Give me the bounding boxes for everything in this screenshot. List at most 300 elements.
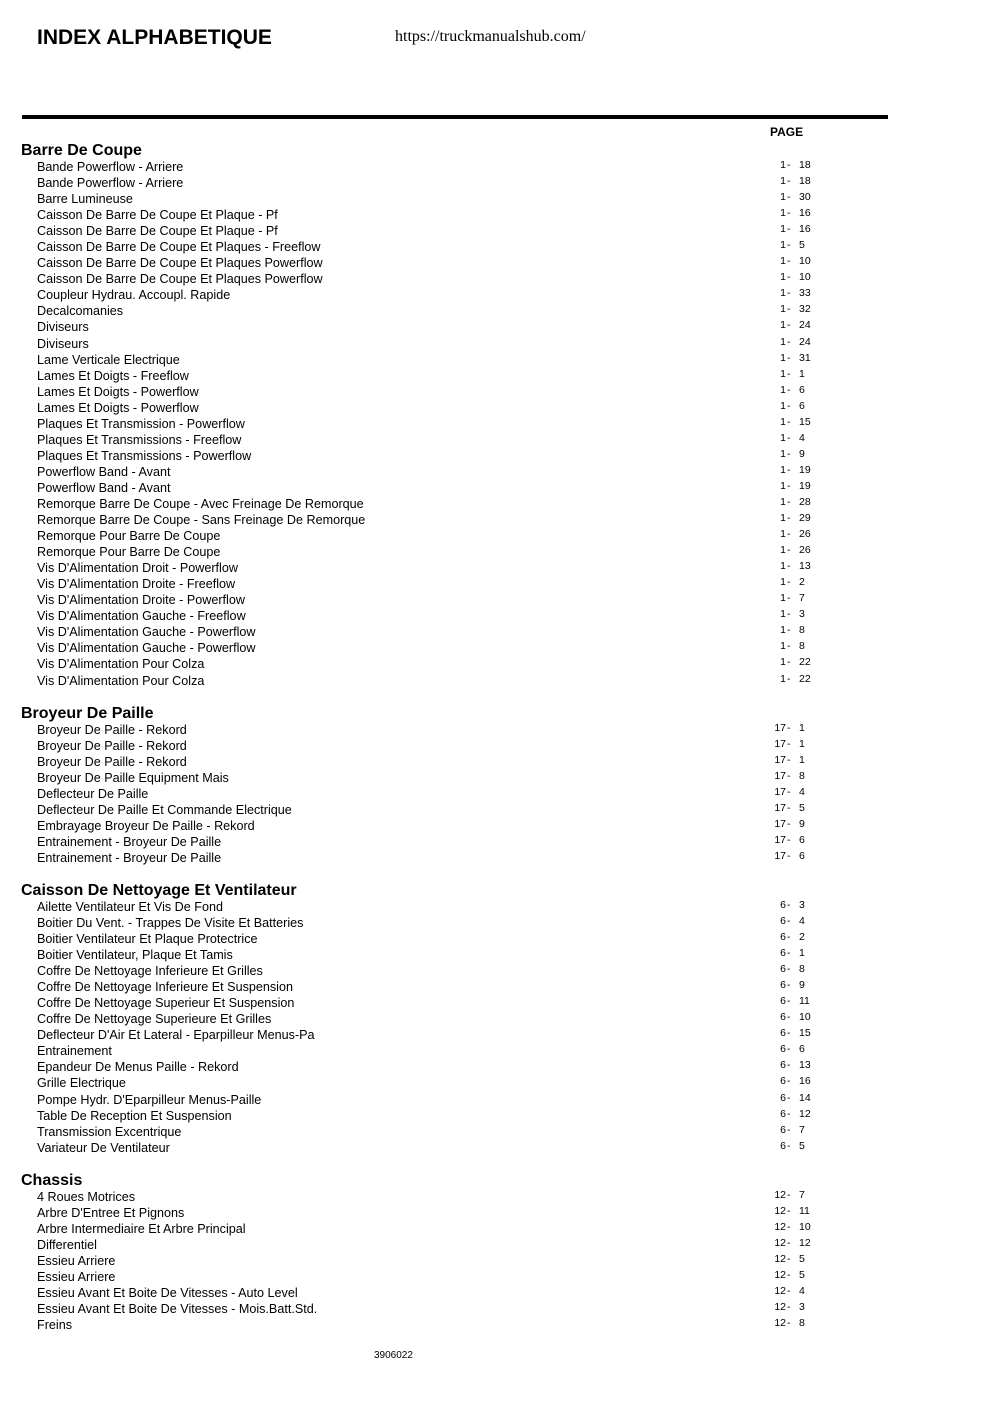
entry-separator: -: [787, 560, 791, 573]
entry-chapter: 1: [780, 303, 786, 316]
index-entry: [0, 995, 992, 1011]
index-section: [0, 705, 992, 866]
entry-chapter: 12: [774, 1220, 786, 1233]
entry-chapter: 1: [780, 367, 786, 380]
entry-page: 30: [799, 191, 811, 204]
entry-label: Plaques Et Transmission - Powerflow: [37, 416, 245, 431]
entry-label: Entrainement - Broyeur De Paille: [37, 850, 222, 865]
entry-separator: -: [787, 463, 791, 476]
entry-label: Coffre De Nettoyage Inferieure Et Grilles: [37, 964, 263, 979]
entry-separator: -: [787, 721, 791, 734]
entry-chapter: 17: [774, 849, 786, 862]
entry-page: 10: [799, 1011, 811, 1024]
entry-separator: -: [787, 175, 791, 188]
entry-label: Entrainement: [37, 1044, 112, 1059]
entry-label: Remorque Barre De Coupe - Sans Freinage De Remorque: [37, 513, 366, 528]
index-entry: [0, 544, 992, 560]
index-entry: [0, 1108, 992, 1124]
entry-label: Caisson De Barre De Coupe Et Plaque - Pf: [37, 208, 278, 223]
entry-page: 15: [799, 415, 811, 428]
entry-separator: -: [787, 898, 791, 911]
entry-page: 15: [799, 1027, 811, 1040]
entry-chapter: 1: [780, 223, 786, 236]
entry-chapter: 12: [774, 1317, 786, 1330]
entry-chapter: 6: [780, 1123, 786, 1136]
entry-separator: -: [787, 447, 791, 460]
index-entry: [0, 1317, 992, 1333]
entry-page: 9: [799, 817, 805, 830]
entry-separator: -: [787, 1285, 791, 1297]
entry-label: Caisson De Barre De Coupe Et Plaques - Freeflow: [37, 240, 321, 255]
entry-page: 16: [799, 223, 811, 236]
entry-page: 5: [799, 801, 805, 814]
entry-separator: -: [787, 1220, 791, 1233]
entry-separator: -: [787, 351, 791, 364]
entry-separator: -: [787, 1043, 791, 1056]
index-entry: [0, 818, 992, 834]
entry-separator: -: [787, 640, 791, 653]
entry-chapter: 6: [780, 1107, 786, 1120]
index-entry: [0, 319, 992, 335]
index-entry: [0, 624, 992, 640]
entry-separator: -: [787, 479, 791, 492]
entry-label: Variateur De Ventilateur: [37, 1140, 170, 1155]
entry-page: 32: [799, 303, 811, 316]
entry-page: 7: [799, 1123, 805, 1136]
entry-separator: -: [787, 1027, 791, 1040]
entry-label: Plaques Et Transmissions - Freeflow: [37, 432, 242, 447]
entry-chapter: 12: [774, 1268, 786, 1281]
entry-label: Diviseurs: [37, 320, 89, 335]
source-url: https://truckmanualshub.com/: [395, 28, 586, 45]
index-entry: [0, 1205, 992, 1221]
entry-label: Essieu Avant Et Boite De Vitesses - Mois.Batt.Std.: [37, 1302, 318, 1317]
entry-separator: -: [787, 1236, 791, 1249]
section-title: Caisson De Nettoyage Et Ventilateur: [21, 881, 297, 899]
entry-chapter: 1: [780, 592, 786, 605]
entry-label: Freins: [37, 1318, 72, 1333]
index-entry: [0, 1011, 992, 1027]
entry-separator: -: [787, 1252, 791, 1265]
entry-label: Essieu Arriere: [37, 1253, 116, 1268]
entry-label: Deflecteur De Paille Et Commande Electrique: [37, 802, 292, 817]
entry-label: Lames Et Doigts - Powerflow: [37, 384, 199, 399]
entry-page: 6: [799, 1043, 805, 1056]
entry-separator: -: [787, 817, 791, 830]
entry-chapter: 1: [780, 528, 786, 541]
entry-separator: -: [787, 383, 791, 396]
entry-separator: -: [787, 495, 791, 508]
index-entry: [0, 592, 992, 608]
entry-label: Coffre De Nettoyage Superieur Et Suspension: [37, 996, 295, 1011]
entry-label: 4 Roues Motrices: [37, 1189, 135, 1204]
entry-label: Ailette Ventilateur Et Vis De Fond: [37, 899, 223, 914]
entry-separator: -: [787, 624, 791, 637]
entry-label: Caisson De Barre De Coupe Et Plaques Powerflow: [37, 256, 323, 271]
index-entry: [0, 1269, 992, 1285]
entry-separator: -: [787, 1268, 791, 1281]
index-entry: [0, 1253, 992, 1269]
index-entry: [0, 1301, 992, 1317]
index-entry: [0, 673, 992, 689]
entry-chapter: 1: [780, 415, 786, 428]
entry-label: Bande Powerflow - Arriere: [37, 160, 184, 174]
entry-separator: -: [787, 833, 791, 846]
entry-page: 19: [799, 479, 811, 492]
index-entry: [0, 1221, 992, 1237]
entry-page: 8: [799, 963, 805, 976]
entry-chapter: 6: [780, 931, 786, 944]
index-entry: [0, 915, 992, 931]
entry-label: Remorque Pour Barre De Coupe: [37, 529, 221, 544]
entry-separator: -: [787, 303, 791, 316]
entry-page: 29: [799, 512, 811, 525]
entry-page: 10: [799, 255, 811, 268]
entry-separator: -: [787, 271, 791, 284]
entry-page: 6: [799, 399, 805, 412]
entry-page: 5: [799, 239, 805, 252]
entry-label: Boitier Du Vent. - Trappes De Visite Et Batteries: [37, 916, 304, 931]
entry-separator: -: [787, 512, 791, 525]
entry-page: 13: [799, 1059, 811, 1072]
entry-chapter: 1: [780, 191, 786, 204]
index-entry: [0, 754, 992, 770]
entry-chapter: 12: [774, 1301, 786, 1314]
entry-separator: -: [787, 849, 791, 862]
index-entry: [0, 1285, 992, 1301]
entry-chapter: 6: [780, 1027, 786, 1040]
entry-page: 1: [799, 737, 805, 750]
entry-chapter: 1: [780, 463, 786, 476]
entry-page: 33: [799, 287, 811, 300]
entry-chapter: 17: [774, 769, 786, 782]
index-entry: [0, 239, 992, 255]
entry-chapter: 1: [780, 351, 786, 364]
entry-chapter: 6: [780, 1043, 786, 1056]
entry-label: Vis D'Alimentation Gauche - Freeflow: [37, 609, 246, 624]
entry-chapter: 1: [780, 608, 786, 621]
index-entry: [0, 464, 992, 480]
section-title: Barre De Coupe: [21, 142, 142, 159]
entry-page: 8: [799, 1317, 805, 1330]
entry-label: Broyeur De Paille - Rekord: [37, 722, 187, 737]
index-entry: [0, 480, 992, 496]
entry-separator: -: [787, 592, 791, 605]
index-section: [0, 882, 992, 1156]
entry-label: Vis D'Alimentation Pour Colza: [37, 673, 205, 688]
entry-chapter: 1: [780, 656, 786, 669]
entry-chapter: 1: [780, 447, 786, 460]
entry-chapter: 6: [780, 995, 786, 1008]
index-entry: [0, 1140, 992, 1156]
entry-label: Bande Powerflow - Arriere: [37, 176, 184, 191]
entry-label: Pompe Hydr. D'Eparpilleur Menus-Paille: [37, 1092, 262, 1107]
entry-page: 4: [799, 1285, 805, 1297]
entry-separator: -: [787, 544, 791, 557]
index-section: [0, 1172, 992, 1333]
entry-page: 18: [799, 159, 811, 171]
entry-separator: -: [787, 1123, 791, 1136]
entry-label: Coffre De Nettoyage Inferieure Et Suspension: [37, 980, 293, 995]
entry-page: 4: [799, 785, 805, 798]
entry-label: Lames Et Doigts - Powerflow: [37, 400, 199, 415]
entry-page: 11: [799, 1204, 810, 1217]
entry-separator: -: [787, 947, 791, 960]
document-number: 3906022: [374, 1350, 413, 1361]
entry-separator: -: [787, 1204, 791, 1217]
entry-separator: -: [787, 1107, 791, 1120]
entry-chapter: 6: [780, 979, 786, 992]
entry-page: 19: [799, 463, 811, 476]
entry-chapter: 1: [780, 672, 786, 685]
entry-label: Remorque Barre De Coupe - Avec Freinage De Remorque: [37, 496, 364, 511]
entry-label: Boitier Ventilateur Et Plaque Protectrice: [37, 932, 258, 947]
entry-separator: -: [787, 737, 791, 750]
entry-page: 12: [799, 1107, 811, 1120]
entry-chapter: 1: [780, 271, 786, 284]
entry-page: 3: [799, 1301, 805, 1314]
index-entry: [0, 336, 992, 352]
entry-page: 14: [799, 1091, 811, 1104]
entry-separator: -: [787, 415, 791, 428]
entry-page: 6: [799, 383, 805, 396]
entry-page: 3: [799, 898, 805, 911]
entry-label: Arbre Intermediaire Et Arbre Principal: [37, 1221, 246, 1236]
entry-page: 26: [799, 528, 811, 541]
entry-page: 24: [799, 319, 811, 332]
entry-page: 28: [799, 495, 811, 508]
entry-chapter: 6: [780, 1011, 786, 1024]
index-entry: [0, 1092, 992, 1108]
entry-page: 9: [799, 447, 805, 460]
entry-label: Grille Electrique: [37, 1076, 126, 1091]
entry-chapter: 17: [774, 833, 786, 846]
entry-separator: -: [787, 1301, 791, 1314]
entry-chapter: 1: [780, 431, 786, 444]
entry-chapter: 1: [780, 255, 786, 268]
entry-label: Deflecteur De Paille: [37, 786, 149, 801]
entry-page: 7: [799, 592, 805, 605]
section-title: Broyeur De Paille: [21, 704, 154, 722]
entry-separator: -: [787, 1091, 791, 1104]
entry-separator: -: [787, 191, 791, 204]
entry-label: Arbre D'Entree Et Pignons: [37, 1205, 185, 1220]
index-entry: [0, 722, 992, 738]
entry-chapter: 6: [780, 1075, 786, 1088]
entry-separator: -: [787, 399, 791, 412]
entry-separator: -: [787, 753, 791, 766]
index-entry: [0, 223, 992, 239]
entry-label: Caisson De Barre De Coupe Et Plaques Powerflow: [37, 272, 323, 287]
index-entry: [0, 352, 992, 368]
index-entry: [0, 271, 992, 287]
entry-chapter: 1: [780, 560, 786, 573]
index-entry: [0, 560, 992, 576]
entry-label: Transmission Excentrique: [37, 1124, 182, 1139]
entry-label: Powerflow Band - Avant: [37, 464, 171, 479]
index-entry: [0, 496, 992, 512]
entry-label: Caisson De Barre De Coupe Et Plaque - Pf: [37, 224, 278, 239]
entry-page: 16: [799, 1075, 811, 1088]
entry-page: 9: [799, 979, 805, 992]
entry-label: Vis D'Alimentation Droite - Freeflow: [37, 577, 236, 592]
index-entry: [0, 207, 992, 223]
entry-page: 3: [799, 608, 805, 621]
entry-label: Plaques Et Transmissions - Powerflow: [37, 448, 252, 463]
entry-chapter: 6: [780, 1139, 786, 1152]
entry-page: 1: [799, 721, 805, 734]
entry-page: 6: [799, 849, 805, 862]
entry-separator: -: [787, 931, 791, 944]
entry-label: Epandeur De Menus Paille - Rekord: [37, 1060, 239, 1075]
entry-separator: -: [787, 963, 791, 976]
entry-chapter: 6: [780, 1059, 786, 1072]
entry-page: 18: [799, 175, 811, 188]
index-entry: [0, 1124, 992, 1140]
entry-chapter: 1: [780, 287, 786, 300]
entry-chapter: 12: [774, 1252, 786, 1265]
entry-separator: -: [787, 1188, 791, 1201]
index-entry: [0, 175, 992, 191]
entry-label: Embrayage Broyeur De Paille - Rekord: [37, 818, 255, 833]
entry-label: Vis D'Alimentation Droit - Powerflow: [37, 561, 238, 576]
index-entry: [0, 512, 992, 528]
entry-chapter: 1: [780, 319, 786, 332]
index-entry: [0, 802, 992, 818]
entry-chapter: 17: [774, 753, 786, 766]
entry-page: 10: [799, 271, 811, 284]
entry-label: Broyeur De Paille - Rekord: [37, 754, 187, 769]
entry-label: Vis D'Alimentation Gauche - Powerflow: [37, 625, 256, 640]
index-entry: [0, 432, 992, 448]
entry-page: 8: [799, 640, 805, 653]
index-entry: [0, 416, 992, 432]
entry-label: Boitier Ventilateur, Plaque Et Tamis: [37, 948, 233, 963]
entry-chapter: 17: [774, 785, 786, 798]
entry-page: 8: [799, 624, 805, 637]
entry-label: Differentiel: [37, 1237, 97, 1252]
entry-chapter: 6: [780, 898, 786, 911]
entry-page: 12: [799, 1236, 811, 1249]
entry-separator: -: [787, 207, 791, 220]
header-divider: [22, 115, 888, 119]
entry-separator: -: [787, 367, 791, 380]
entry-label: Vis D'Alimentation Gauche - Powerflow: [37, 641, 256, 656]
entry-separator: -: [787, 979, 791, 992]
index-entry: [0, 979, 992, 995]
entry-chapter: 1: [780, 544, 786, 557]
entry-label: Essieu Avant Et Boite De Vitesses - Auto Level: [37, 1286, 298, 1300]
index-entry: [0, 1027, 992, 1043]
entry-chapter: 1: [780, 479, 786, 492]
entry-separator: -: [787, 1075, 791, 1088]
entry-chapter: 1: [780, 239, 786, 252]
entry-chapter: 1: [780, 512, 786, 525]
entry-label: Broyeur De Paille Equipment Mais: [37, 770, 229, 785]
entry-label: Essieu Arriere: [37, 1269, 116, 1284]
entry-separator: -: [787, 608, 791, 621]
entry-chapter: 1: [780, 640, 786, 653]
index-entry: [0, 1237, 992, 1253]
index-entry: [0, 576, 992, 592]
entry-separator: -: [787, 1317, 791, 1330]
entry-label: Entrainement - Broyeur De Paille: [37, 834, 222, 849]
entry-label: Coffre De Nettoyage Superieure Et Grilles: [37, 1012, 272, 1027]
entry-label: Table De Reception Et Suspension: [37, 1108, 232, 1123]
entry-page: 2: [799, 576, 805, 589]
entry-separator: -: [787, 995, 791, 1008]
entry-label: Deflecteur D'Air Et Lateral - Eparpilleur Menus-Pa: [37, 1028, 315, 1043]
index-entry: [0, 1075, 992, 1091]
index-entry: [0, 770, 992, 786]
entry-page: 1: [799, 753, 805, 766]
entry-separator: -: [787, 915, 791, 928]
entry-page: 16: [799, 207, 811, 220]
entry-page: 22: [799, 672, 811, 685]
entry-page: 1: [799, 947, 805, 960]
entry-label: Barre Lumineuse: [37, 192, 133, 207]
entry-page: 24: [799, 335, 811, 348]
entry-label: Coupleur Hydrau. Accoupl. Rapide: [37, 288, 231, 303]
entry-separator: -: [787, 287, 791, 300]
entry-page: 26: [799, 544, 811, 557]
index-entry: [0, 191, 992, 207]
entry-chapter: 1: [780, 383, 786, 396]
entry-page: 13: [799, 560, 811, 573]
entry-chapter: 1: [780, 624, 786, 637]
entry-chapter: 1: [780, 576, 786, 589]
entry-separator: -: [787, 528, 791, 541]
index-entry: [0, 1059, 992, 1075]
entry-chapter: 17: [774, 817, 786, 830]
entry-chapter: 1: [780, 175, 786, 188]
entry-chapter: 1: [780, 207, 786, 220]
entry-page: 31: [799, 351, 811, 364]
entry-separator: -: [787, 223, 791, 236]
entry-label: Remorque Pour Barre De Coupe: [37, 545, 221, 560]
entry-page: 4: [799, 431, 805, 444]
index-entry: [0, 368, 992, 384]
index-entry: [0, 303, 992, 319]
entry-separator: -: [787, 255, 791, 268]
entry-chapter: 12: [774, 1204, 786, 1217]
entry-chapter: 12: [774, 1236, 786, 1249]
entry-chapter: 1: [780, 159, 786, 171]
entry-page: 4: [799, 915, 805, 928]
entry-page: 5: [799, 1268, 805, 1281]
entry-label: Powerflow Band - Avant: [37, 480, 171, 495]
entry-page: 1: [799, 367, 805, 380]
page-title: INDEX ALPHABETIQUE: [37, 26, 272, 49]
entry-page: 2: [799, 931, 805, 944]
index-entry: [0, 1189, 992, 1205]
index-entry: [0, 931, 992, 947]
entry-page: 7: [799, 1188, 805, 1201]
page-column-header: PAGE: [770, 125, 804, 139]
entry-label: Diviseurs: [37, 336, 89, 351]
index-entry: [0, 400, 992, 416]
entry-separator: -: [787, 335, 791, 348]
entry-chapter: 6: [780, 1091, 786, 1104]
entry-chapter: 6: [780, 915, 786, 928]
entry-chapter: 6: [780, 947, 786, 960]
index-entry: [0, 947, 992, 963]
entry-chapter: 1: [780, 399, 786, 412]
entry-separator: -: [787, 656, 791, 669]
entry-separator: -: [787, 1059, 791, 1072]
entry-chapter: 17: [774, 737, 786, 750]
entry-page: 10: [799, 1220, 811, 1233]
